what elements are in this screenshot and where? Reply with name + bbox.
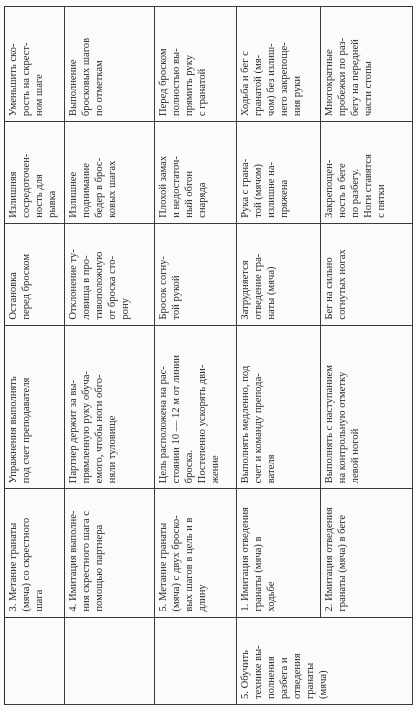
method-cell	[237, 325, 321, 489]
method-text: Цель расположена на рас- стоянии 10 — 12 м от линии броска. Постепенно ускорять дви- жение	[158, 355, 221, 484]
cause-text: Излишнее поднимание бедер в брос- ковых шагах	[68, 157, 118, 218]
training-methods-table	[4, 6, 413, 705]
cause-text: Излишняя сосредоточен- ность для рывка	[8, 153, 58, 218]
correction-cell	[321, 7, 413, 122]
exercise-text: 2. Имитация отведения гранаты (мяча) в беге	[324, 507, 348, 612]
method-text: Выполнять медленно, под счет и команду препода- вателя	[240, 365, 277, 484]
task-cell	[237, 617, 413, 704]
task-cell	[65, 617, 155, 704]
cause-text: Рука с грана- той (мячом) излишне на- пряжена	[240, 158, 290, 218]
exercise-text: 3. Метание гранаты (мяча) со скрестного шага	[8, 517, 45, 612]
cause-cell	[155, 122, 237, 224]
task-cell	[155, 617, 237, 704]
cause-cell	[65, 122, 155, 224]
exercise-cell	[321, 489, 413, 617]
cause-text: Закрепощен- ность в беге по разбегу. Ноги ставятся с пятки	[324, 154, 387, 218]
method-text: Партнер держит за вы- прямленную руку обуча- емого, чтобы ноги обго- няли туловище	[68, 371, 118, 484]
error-text: Бег на сильно согнутых ногах	[324, 249, 348, 320]
exercise-cell	[5, 489, 65, 617]
cause-text: Плохой замах и недостаточ- ный обгон снаряда	[158, 155, 208, 218]
correction-text: Выполнение бросковых шагов по отметкам	[68, 37, 105, 117]
correction-text: Перед броском полностью вы- прямить руку с гранатой	[158, 48, 208, 117]
method-cell	[155, 325, 237, 489]
cause-cell	[5, 122, 65, 224]
exercise-text: 4. Имитация выполне- ния скрестного шага с помощью партнера	[68, 510, 105, 612]
table-row	[155, 7, 237, 705]
correction-text: Ходьба и бег с гранатой (мя- чом) без излиш- него закрепоще- ния руки	[240, 42, 303, 117]
error-cell	[321, 223, 413, 325]
exercise-cell	[237, 489, 321, 617]
exercise-cell	[155, 489, 237, 617]
correction-cell	[65, 7, 155, 122]
error-cell	[65, 223, 155, 325]
correction-cell	[237, 7, 321, 122]
correction-text: Уменьшить ско- рость на скрест- ном шаге	[8, 42, 45, 117]
exercise-text: 5. Метание гранаты (мяча) с двух броско- вых шагов в цель и в длину	[158, 515, 208, 612]
table-row	[65, 7, 155, 705]
exercise-text: 1. Имитация отведения гранаты (мяча) в ходьбе	[240, 507, 277, 612]
table-row	[321, 7, 413, 705]
error-cell	[155, 223, 237, 325]
method-cell	[5, 325, 65, 489]
method-text: Упражнения выполнять под счет преподавателя	[8, 376, 32, 484]
error-text: Затрудняется отведение гра- наты (мяча)	[240, 253, 277, 320]
exercise-cell	[65, 489, 155, 617]
cause-cell	[237, 122, 321, 224]
table-row	[237, 7, 321, 705]
task-text: 5. Обучить технике вы- полнения разбега и отведения гранаты (мяча)	[240, 645, 329, 699]
error-cell	[237, 223, 321, 325]
correction-cell	[155, 7, 237, 122]
task-cell	[5, 617, 65, 704]
table-row	[5, 7, 65, 705]
method-text: Выполнять с наступанием на контрольную отметку левой ногой	[324, 365, 361, 484]
error-text: Отклонение ту- ловища в про- тивоположную от броска сто- рону	[68, 249, 131, 320]
method-cell	[65, 325, 155, 489]
error-text: Остановка перед броском	[8, 253, 32, 320]
correction-text: Многократные пробежки по раз- бегу на передней части стопы	[324, 37, 374, 117]
error-text: Бросок согну- той рукой	[158, 256, 182, 320]
method-cell	[321, 325, 413, 489]
cause-cell	[321, 122, 413, 224]
correction-cell	[5, 7, 65, 122]
error-cell	[5, 223, 65, 325]
